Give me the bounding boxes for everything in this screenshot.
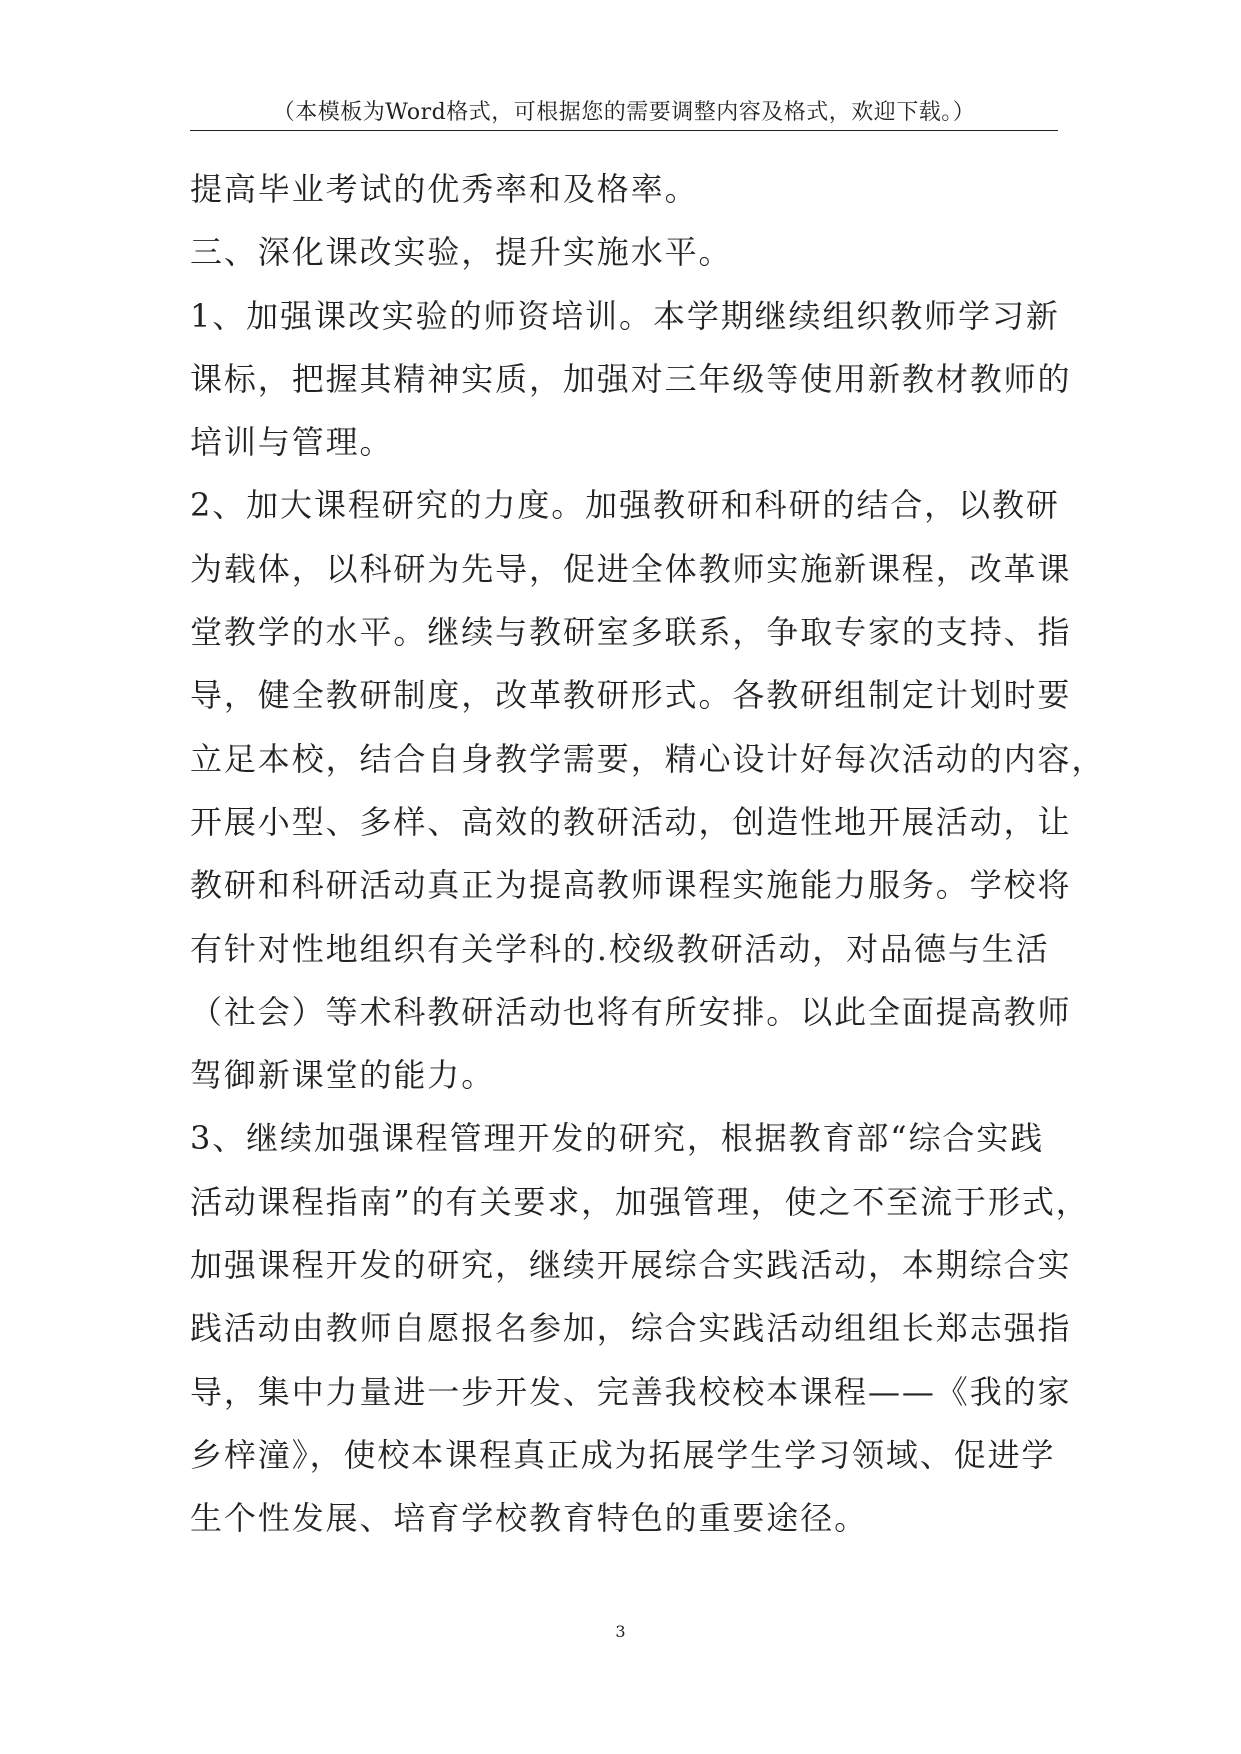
page-number: 3 — [615, 1622, 626, 1641]
body-line: 1、加强课改实验的师资培训。本学期继续组织教师学习新 — [190, 296, 1060, 335]
body-line: 2、加大课程研究的力度。加强教研和科研的结合，以教研 — [190, 486, 1060, 525]
body-line: 活动课程指南”的有关要求，加强管理，使之不至流于形式， — [190, 1182, 1090, 1221]
body-line: 堂教学的水平。继续与教研室多联系，争取专家的支持、指 — [190, 613, 1072, 652]
template-note-header: （本模板为Word格式，可根据您的需要调整内容及格式，欢迎下载。） — [272, 100, 976, 125]
body-line: 有针对性地组织有关学科的.校级教研活动，对品德与生活 — [190, 929, 1050, 968]
body-line: （社会）等术科教研活动也将有所安排。以此全面提高教师 — [190, 992, 1072, 1031]
body-line: 为载体，以科研为先导，促进全体教师实施新课程，改革课 — [190, 549, 1072, 588]
body-line: 提高毕业考试的优秀率和及格率。 — [190, 170, 699, 208]
body-line: 培训与管理。 — [190, 423, 394, 462]
body-line: 导，集中力量进一步开发、完善我校校本课程——《我的家 — [190, 1372, 1072, 1411]
body-line: 乡梓潼》，使校本课程真正成为拓展学生学习领域、促进学 — [190, 1435, 1056, 1474]
body-line: 立足本校，结合自身教学需要，精心设计好每次活动的内容， — [190, 739, 1106, 778]
header-divider — [190, 130, 1058, 131]
body-line: 开展小型、多样、高效的教研活动，创造性地开展活动，让 — [190, 802, 1072, 841]
section-heading: 三、深化课改实验，提升实施水平。 — [190, 233, 733, 272]
body-line: 导，健全教研制度，改革教研形式。各教研组制定计划时要 — [190, 676, 1072, 715]
body-line: 教研和科研活动真正为提高教师课程实施能力服务。学校将 — [190, 866, 1072, 905]
body-line: 驾御新课堂的能力。 — [190, 1056, 496, 1095]
body-line: 加强课程开发的研究，继续开展综合实践活动，本期综合实 — [190, 1246, 1072, 1285]
body-line: 课标，把握其精神实质，加强对三年级等使用新教材教师的 — [190, 359, 1072, 398]
document-body — [190, 158, 1106, 1551]
body-line: 践活动由教师自愿报名参加，综合实践活动组组长郑志强指 — [190, 1309, 1072, 1348]
body-line: 3、继续加强课程管理开发的研究，根据教育部“综合实践 — [190, 1119, 1045, 1158]
body-line: 生个性发展、培育学校教育特色的重要途径。 — [190, 1499, 869, 1538]
